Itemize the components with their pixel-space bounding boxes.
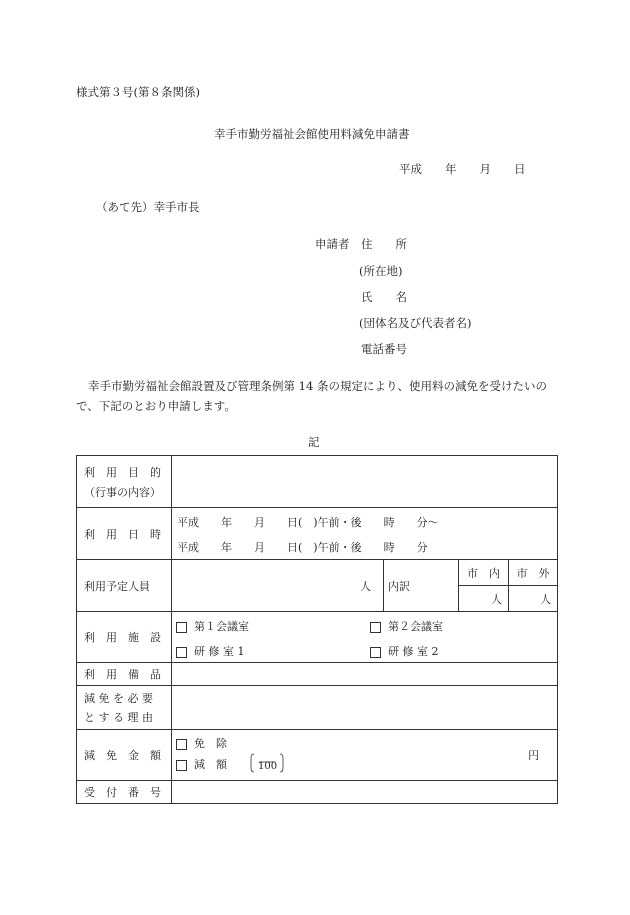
room2-checkbox[interactable] <box>370 622 381 633</box>
people-unit: 人 <box>360 579 371 593</box>
applicant-org-name-label: (団体名及び代表者名) <box>359 316 472 330</box>
reason-label-cell <box>77 686 172 730</box>
outside-city-header: 市 外 <box>509 560 558 586</box>
date-line: 平成 年 月 日 <box>399 162 526 176</box>
ki-heading: 記 <box>308 435 320 449</box>
facility-field <box>172 612 558 663</box>
body-line-1: 幸手市勤労福祉会館設置及び管理条例第 14 条の規定により、使用料の減免を受けたいの <box>88 379 547 393</box>
datetime-label: 利 用 日 時 <box>77 508 172 560</box>
people-total-field[interactable] <box>172 560 384 612</box>
training1-option[interactable] <box>176 643 245 659</box>
applicant-name-label: 氏 名 <box>361 290 407 304</box>
row-facility <box>77 612 558 663</box>
equipment-field[interactable] <box>172 663 558 686</box>
facility-label: 利 用 施 設 <box>77 612 172 663</box>
purpose-label: 利 用 目 的 <box>84 465 161 479</box>
exempt-checkbox[interactable] <box>176 739 187 750</box>
applicant-heading: 申請者 <box>315 237 350 251</box>
outside-city-field[interactable] <box>509 586 558 612</box>
applicant-phone-label: 電話番号 <box>361 342 407 356</box>
row-datetime <box>77 508 558 560</box>
addressee: （あて先）幸手市長 <box>96 200 200 214</box>
room2-label: 第２会議室 <box>388 620 443 633</box>
amount-field <box>172 730 558 781</box>
reason-field[interactable] <box>172 686 558 730</box>
fraction-denominator: 100 <box>258 761 278 772</box>
training2-checkbox[interactable] <box>370 647 381 658</box>
training1-checkbox[interactable] <box>176 647 187 658</box>
exempt-label: 免 除 <box>194 737 227 750</box>
room1-checkbox[interactable] <box>176 622 187 633</box>
body-line-2: で、下記のとおり申請します。 <box>76 399 236 413</box>
row-purpose <box>77 456 558 508</box>
yen-unit: 円 <box>528 749 540 762</box>
row-receipt <box>77 781 558 804</box>
document-title: 幸手市勤労福祉会館使用料減免申請書 <box>214 127 410 141</box>
receipt-label: 受 付 番 号 <box>77 781 172 804</box>
amount-label: 減 免 金 額 <box>77 730 172 781</box>
form-number: 様式第３号(第８条関係) <box>76 85 200 99</box>
room1-label: 第１会議室 <box>194 620 249 633</box>
row-amount <box>77 730 558 781</box>
purpose-sub-label: （行事の内容） <box>84 485 161 499</box>
reason-label-2: と す る 理 由 <box>84 711 153 724</box>
applicant-address-label: 住 所 <box>361 237 407 251</box>
datetime-start: 平成 年 月 日( )午前・後 時 分～ <box>177 516 439 529</box>
exempt-option[interactable] <box>176 735 227 751</box>
datetime-end: 平成 年 月 日( )午前・後 時 分 <box>177 541 428 554</box>
row-people-1 <box>77 560 558 586</box>
application-table <box>76 455 558 804</box>
row-reason <box>77 686 558 730</box>
purpose-label-cell <box>77 456 172 508</box>
row-equipment <box>77 663 558 686</box>
training2-option[interactable] <box>370 643 439 659</box>
inside-city-unit: 人 <box>491 592 502 606</box>
datetime-field[interactable] <box>172 508 558 560</box>
reason-label-1: 減 免 を 必 要 <box>84 692 153 705</box>
training2-label: 研 修 室 2 <box>388 645 439 658</box>
training1-label: 研 修 室 1 <box>194 645 245 658</box>
outside-city-unit: 人 <box>540 592 552 606</box>
receipt-field[interactable] <box>172 781 558 804</box>
reduction-option[interactable] <box>176 756 227 772</box>
applicant-location-label: (所在地) <box>359 264 403 278</box>
inside-city-header: 市 内 <box>459 560 509 586</box>
reduction-label: 減 額 <box>194 758 227 771</box>
reduction-checkbox[interactable] <box>176 760 187 771</box>
equipment-label: 利 用 備 品 <box>77 663 172 686</box>
inside-city-field[interactable] <box>459 586 509 612</box>
purpose-field[interactable] <box>172 456 558 508</box>
room2-option[interactable] <box>370 618 443 634</box>
breakdown-label: 内訳 <box>384 560 459 612</box>
room1-option[interactable] <box>176 618 249 634</box>
people-label: 利用予定人員 <box>77 560 172 612</box>
